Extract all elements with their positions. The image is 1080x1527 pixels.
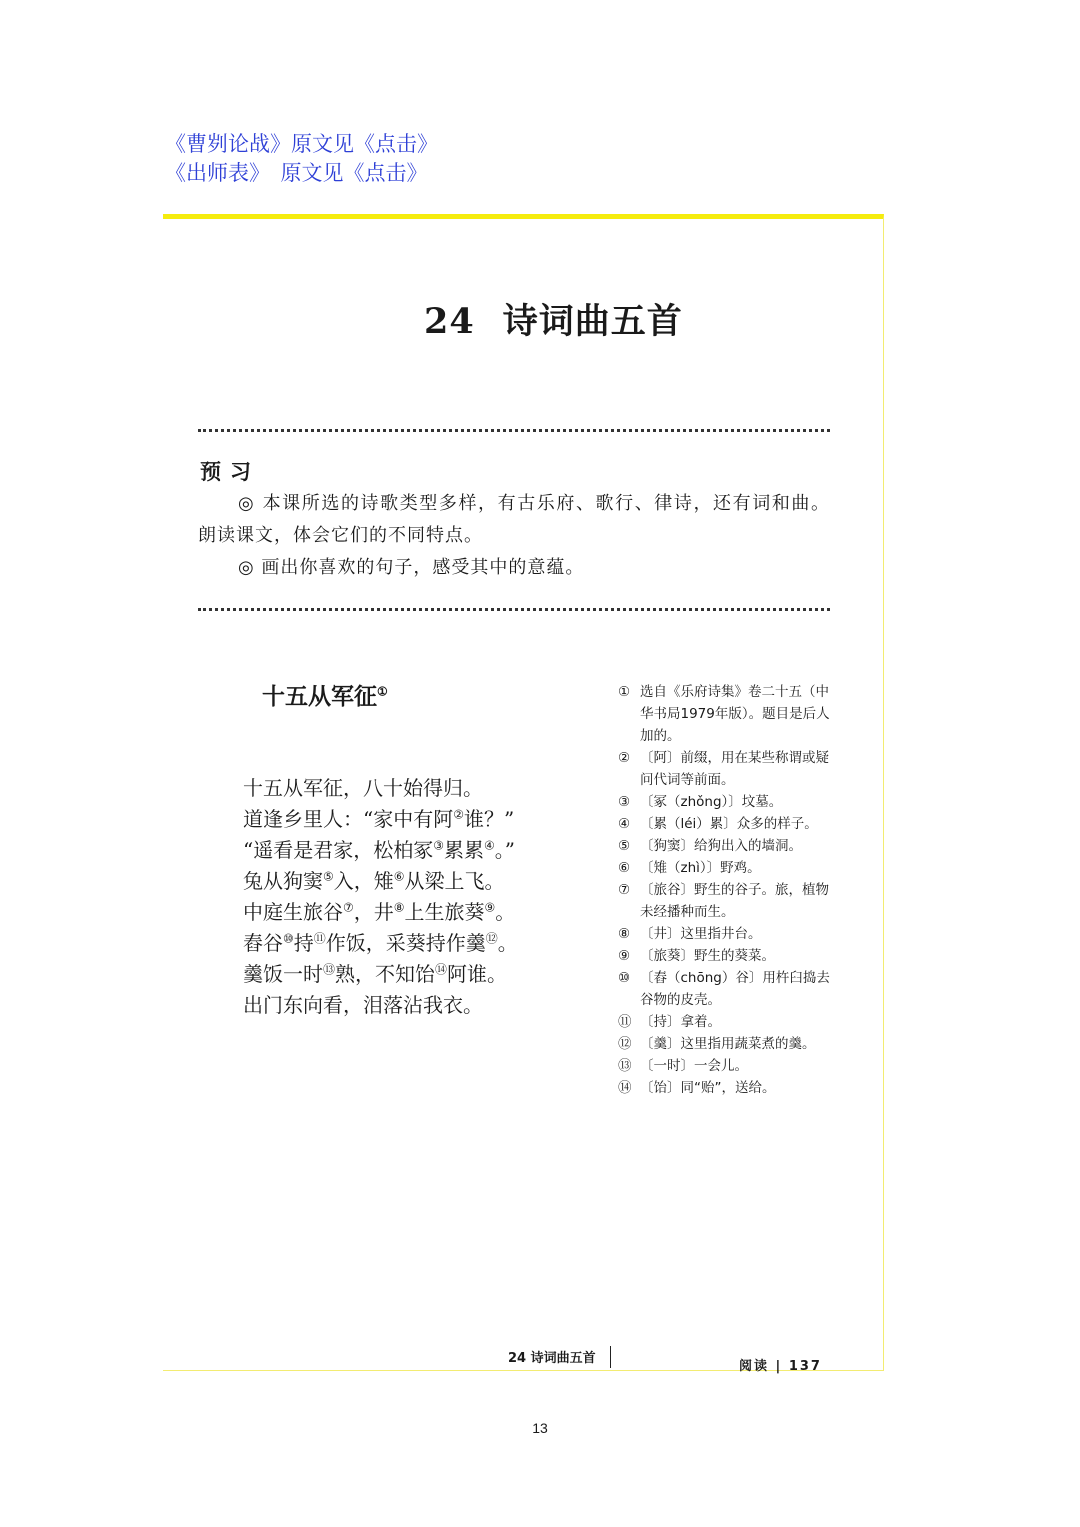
- divider-bottom: [198, 608, 830, 611]
- footnote-marker: ⑪: [313, 931, 326, 946]
- reference-links: [165, 130, 438, 188]
- footnote-marker: ③: [433, 838, 444, 853]
- footnote-number: ①: [618, 684, 631, 700]
- preview-item: ◎ 本课所选的诗歌类型多样，有古乐府、歌行、律诗，还有词和曲。朗读课文，体会它们的不同特点。: [198, 493, 830, 546]
- footnote-text: 〔持〕拿着。: [640, 1014, 721, 1030]
- poem-line: [243, 804, 518, 835]
- footnote-text: 〔羹〕这里指用蔬菜煮的羹。: [640, 1036, 816, 1052]
- poem-line: [243, 866, 518, 897]
- footnote-number: ⑥: [618, 860, 631, 876]
- footnote-text: 〔狗窦〕给狗出入的墙洞。: [640, 838, 802, 854]
- poem-text: 。: [495, 900, 516, 924]
- footnote-text: 选自《乐府诗集》卷二十五（中华书局1979年版）。题目是后人加的。: [640, 684, 830, 744]
- footnote-marker: ⑩: [283, 931, 294, 946]
- poem-line: [243, 897, 518, 928]
- preview-item: ◎ 画出你喜欢的句子，感受其中的意蕴。: [238, 557, 585, 578]
- footnote-marker: ⑨: [484, 900, 496, 915]
- footnote: [618, 1011, 833, 1033]
- poem-line: [243, 773, 518, 804]
- footnote-number: ⑬: [618, 1058, 632, 1074]
- poem-text: 持: [293, 931, 314, 955]
- footnote: [618, 857, 833, 879]
- link-text: 原文见: [280, 161, 344, 185]
- link-line-2: [165, 159, 438, 188]
- poem-text: 十五从军征，八十始得归。: [243, 776, 483, 800]
- poem-text: ，井: [353, 900, 394, 924]
- footnote-number: ⑧: [618, 926, 631, 942]
- footnote: [618, 1077, 833, 1099]
- page-number: 13: [532, 1420, 548, 1436]
- click-link[interactable]: 《点击》: [343, 161, 428, 185]
- footnote: [618, 1033, 833, 1055]
- footnotes: [618, 681, 833, 1099]
- lesson-title: [424, 294, 683, 344]
- footnote: [618, 923, 833, 945]
- footnote-number: ⑭: [618, 1080, 632, 1096]
- poem-title: [262, 678, 388, 711]
- poem-text: 羹饭一时: [243, 962, 323, 986]
- footnote-text: 〔旅谷〕野生的谷子。旅，植物未经播种而生。: [640, 882, 829, 920]
- footnote-marker: ⑧: [393, 900, 405, 915]
- poem-text: 。”: [494, 838, 515, 862]
- footnote-text: 〔井〕这里指井台。: [640, 926, 762, 942]
- poem-body: [243, 773, 518, 1021]
- poem-text: 。: [497, 931, 518, 955]
- footnote-number: ②: [618, 750, 631, 766]
- footer-page: 阅读 | 137: [739, 1359, 822, 1374]
- footnote: [618, 835, 833, 857]
- footnote-number: ③: [618, 794, 631, 810]
- poem-text: 累累: [444, 838, 484, 862]
- footnote: [618, 1055, 833, 1077]
- footer-section: 阅读: [739, 1359, 770, 1374]
- click-link[interactable]: 《点击》: [354, 132, 438, 156]
- footnote: [618, 967, 833, 1011]
- footnote-marker: ⑬: [323, 962, 336, 977]
- poem-line: [243, 959, 518, 990]
- footnote-text: 〔饴〕同“贻”，送给。: [640, 1080, 776, 1096]
- footnote-marker: ④: [484, 838, 495, 853]
- poem-text: 中庭生旅谷: [243, 900, 343, 924]
- footnote-marker: ②: [453, 807, 464, 822]
- footnote: [618, 681, 833, 747]
- footer-lesson: 24 诗词曲五首: [508, 1351, 596, 1366]
- footnote-marker: ⑥: [393, 869, 405, 884]
- lesson-name: 诗词曲五首: [502, 301, 683, 342]
- poem-text: 道逢乡里人：“家中有阿: [243, 807, 454, 831]
- footnote-number: ⑦: [618, 882, 631, 898]
- footnote-marker: ⑦: [343, 900, 354, 915]
- poem-text: 从梁上飞。: [404, 869, 505, 893]
- footer-book-page: 137: [788, 1359, 822, 1374]
- footnote-text: 〔累（léi）累〕众多的样子。: [640, 816, 818, 832]
- footnote: [618, 747, 833, 791]
- footnote-number: ④: [618, 816, 631, 832]
- footnote-text: 〔一时〕一会儿。: [640, 1058, 748, 1074]
- footnote: [618, 813, 833, 835]
- divider-top: [198, 429, 830, 432]
- footnote: [618, 879, 833, 923]
- link-spacer: [260, 161, 281, 185]
- footnote-text: 〔舂（chōng）谷〕用杵臼捣去谷物的皮壳。: [640, 970, 830, 1008]
- lesson-number: 24: [424, 301, 475, 342]
- footnote-text: 〔冢（zhǒng）〕坟墓。: [640, 794, 783, 810]
- footnote-text: 〔阿〕前缀，用在某些称谓或疑问代词等前面。: [640, 750, 829, 788]
- poem-text: 出门东向看，泪落沾我衣。: [243, 993, 483, 1017]
- footnote: [618, 945, 833, 967]
- poem-line: [243, 928, 518, 959]
- preview-heading: 预习: [200, 459, 260, 484]
- footnote-number: ⑤: [618, 838, 631, 854]
- footnote: [618, 791, 833, 813]
- footnote-text: 〔雉（zhì）〕野鸡。: [640, 860, 761, 876]
- poem-text: “遥看是君家，松柏冢: [243, 838, 434, 862]
- link-text: 原文见: [291, 132, 354, 156]
- poem-text: 作饭，采葵持作羹: [325, 931, 486, 955]
- footer-divider: [610, 1346, 611, 1368]
- poem-line: [243, 990, 518, 1021]
- poem-text: 熟，不知饴: [335, 962, 436, 986]
- footnote-marker: ①: [377, 684, 388, 699]
- poem-text: 入，雉: [333, 869, 394, 893]
- footnote-number: ⑪: [618, 1014, 632, 1030]
- footnote-marker: ⑤: [323, 869, 334, 884]
- poem-text: 上生旅葵: [404, 900, 485, 924]
- link-line-1: [165, 130, 438, 159]
- footnote-text: 〔旅葵〕野生的葵菜。: [640, 948, 775, 964]
- poem-text: 兔从狗窦: [243, 869, 323, 893]
- footnote-number: ⑩: [618, 970, 631, 986]
- poem-text: 舂谷: [243, 931, 283, 955]
- poem-text: 阿谁。: [447, 962, 508, 986]
- poem-title-text: 十五从军征: [262, 683, 377, 710]
- poem-line: [243, 835, 518, 866]
- footnote-number: ⑫: [618, 1036, 632, 1052]
- footnote-number: ⑨: [618, 948, 631, 964]
- link-title: 《曹刿论战》: [165, 132, 291, 156]
- link-title: 《出师表》: [165, 161, 260, 185]
- footnote-marker: ⑫: [485, 931, 498, 946]
- poem-text: 谁？”: [464, 807, 515, 831]
- preview-items: [198, 488, 830, 584]
- footnote-marker: ⑭: [435, 962, 448, 977]
